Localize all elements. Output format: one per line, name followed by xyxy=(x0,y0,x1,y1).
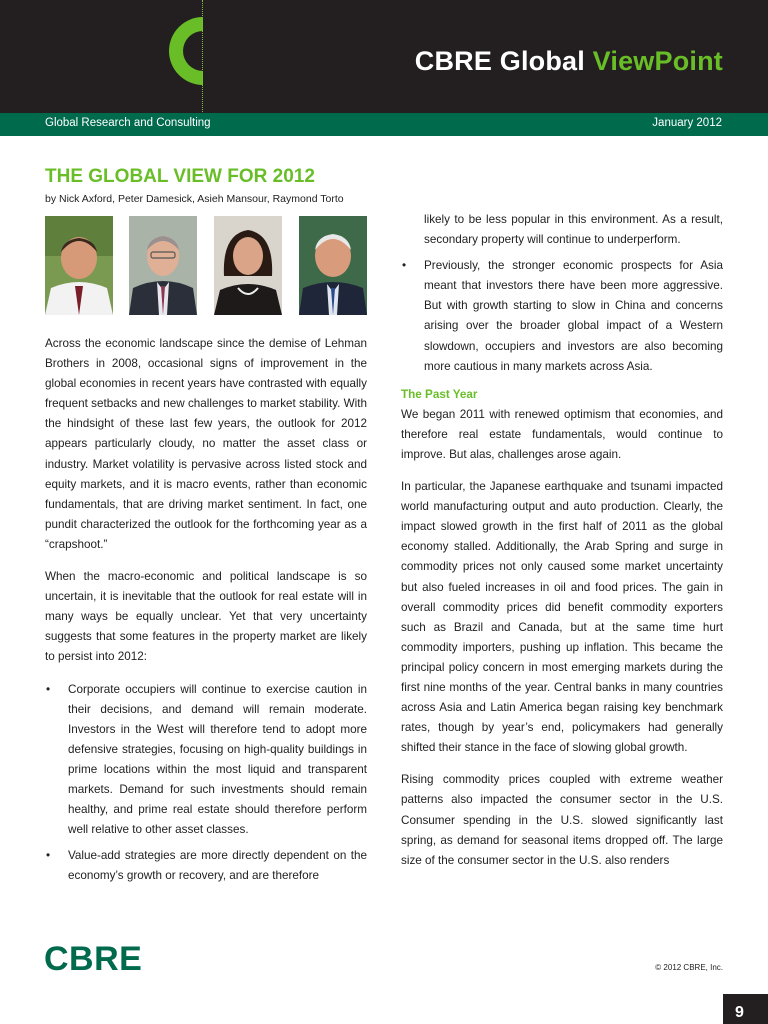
bullet-list-continued xyxy=(401,210,723,377)
body-paragraph: In particular, the Japanese earthquake and tsunami impacted world manufacturing output and auto production. Clearly, the impact slowed growth in the first half of 2011 as the global economy stalled. Additionally, the Arab Spring and surge in commodity prices not only caused some market uncertainty but also fueled increases in oil and food prices. The gain in overall commodity prices did benefit commodity exporters such as Brazil and Canada, but at the same time hurt commodity importers, pushing up inflation. This became the principal policy concern in most emerging markets during the first nine months of the year. Central banks in many countries across Asia and Latin America began raising key benchmark rates, though by year’s end, policymakers had generally shifted their stance in the face of slowing global growth. xyxy=(401,480,723,755)
cbre-c-logo-icon xyxy=(163,15,205,87)
list-item-continued: likely to be less popular in this environment. As a result, secondary property will continue to underperform. xyxy=(424,213,723,247)
page-number: 9 xyxy=(735,1004,744,1021)
left-column xyxy=(45,334,367,894)
section-heading: The Past Year xyxy=(401,387,478,401)
right-column xyxy=(401,210,723,883)
brand-main-text: CBRE Global xyxy=(414,46,593,76)
article-title: THE GLOBAL VIEW FOR 2012 xyxy=(45,166,315,187)
body-paragraph: Rising commodity prices coupled with extreme weather patterns also impacted the consumer sector in the U.S. Consumer spending in the U.S. slowed significantly last spring, as demand for seasonal items dropped off. The large size of the consumer sector in the U.S. also renders xyxy=(401,773,723,867)
department-label: Global Research and Consulting xyxy=(45,117,211,129)
issue-date: January 2012 xyxy=(652,117,722,129)
article-byline: by Nick Axford, Peter Damesick, Asieh Mansour, Raymond Torto xyxy=(45,193,344,205)
list-item: • Corporate occupiers will continue to exercise caution in their decisions, and demand will remain moderate. Investors in the West will therefore tend to adopt more defensive strategies, focusing on high-quality buildings in prime locations within the most liquid and transparent markets. Demand for such investments should remain healthy, and prime real estate should therefore perform well relative to other asset classes. xyxy=(45,680,367,841)
body-paragraph: Across the economic landscape since the demise of Lehman Brothers in 2008, occasional signs of improvement in the global economies in recent years have contrasted with equally frequent setbacks and new challenges to market stability. With the hindsight of these last few years, the outlook for 2012 appears particularly cloudy, no matter the asset class or industry. Market volatility is pervasive across listed stock and equity markets, and it is macro events, rather than economic fundamentals, that are driving market sentiment. In fact, one pundit characterized the outlook for the forthcoming year as a “crapshoot.” xyxy=(45,337,367,551)
masthead xyxy=(0,0,768,113)
author-photo-4 xyxy=(299,216,367,315)
header-band xyxy=(0,113,768,136)
brand-accent-text: ViewPoint xyxy=(592,46,723,76)
body-paragraph: When the macro-economic and political landscape is so uncertain, it is inevitable that the outlook for real estate will in many ways be equally unclear. Yet that very uncertainty suggests that some features in the property market are likely to persist into 2012: xyxy=(45,570,367,664)
publication-title xyxy=(415,46,723,77)
author-photo-3 xyxy=(214,216,282,315)
bullet-list xyxy=(45,680,367,887)
list-item: • Previously, the stronger economic prospects for Asia meant that investors there have been more aggressive. But with growth starting to slow in China and concerns arising over the broader global impact of a Western slowdown, occupiers and investors are also becoming more cautious in many markets across Asia. xyxy=(401,256,723,377)
list-item: • Value-add strategies are more directly dependent on the economy’s growth or recovery, and are therefore xyxy=(45,846,367,886)
copyright-notice: © 2012 CBRE, Inc. xyxy=(655,963,723,972)
page-number-tab xyxy=(723,994,768,1024)
author-photo-1 xyxy=(45,216,113,315)
author-photo-2 xyxy=(129,216,197,315)
body-paragraph: We began 2011 with renewed optimism that economies, and therefore real estate fundamentals, would continue to improve. But alas, challenges arose again. xyxy=(401,407,723,461)
cbre-logo: CBRE xyxy=(44,940,143,978)
